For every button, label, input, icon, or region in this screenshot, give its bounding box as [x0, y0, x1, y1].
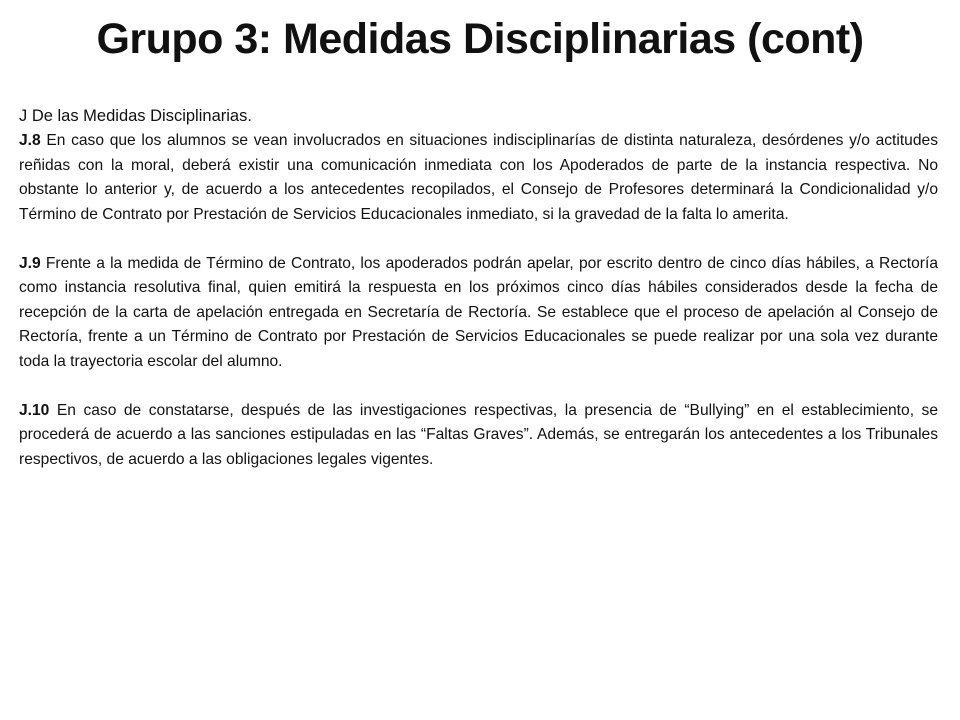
paragraph-j10 — [19, 399, 938, 473]
paragraph-j9 — [19, 252, 938, 375]
paragraph-number: J.10 — [19, 401, 50, 419]
paragraph-text: Frente a la medida de Término de Contrato, los apoderados podrán apelar, por escrito dentro de cinco días hábiles, a Rectoría como instancia resolutiva final, quien emitirá la respuesta en los próximos cinco días hábiles considerados desde la fecha de recepción de la carta de apelación entregada en Secretaría de Rectoría. Se establece que el proceso de apelación al Consejo de Rectoría, frente a un Término de Contrato por Prestación de Servicios Educacionales se puede realizar por una sola vez durante toda la trayectoria escolar del alumno. — [19, 254, 938, 370]
paragraph-number: J.8 — [19, 132, 41, 149]
section-heading: J De las Medidas Disciplinarias. — [19, 107, 252, 125]
paragraph-text: En caso de constatarse, después de las investigaciones respectivas, la presencia de “Bullying” en el establecimiento, se procederá de acuerdo a las sanciones estipuladas en las “Faltas Graves”. Además, se entregarán los antecedentes a los Tribunales respectivos, de acuerdo a las obligaciones legales vigentes. — [19, 401, 938, 468]
slide-body — [19, 104, 938, 497]
paragraph-number: J.9 — [19, 254, 41, 272]
slide-title: Grupo 3: Medidas Disciplinarias (cont) — [96, 15, 864, 63]
paragraph-j8 — [19, 129, 938, 227]
paragraph-text: En caso que los alumnos se vean involucrados en situaciones indisciplinarías de distinta naturaleza, desórdenes y/o actitudes reñidas con la moral, deberá existir una comunicación inmediata con los Apoderados de parte de la instancia respectiva. No obstante lo anterior y, de acuerdo a los antecedentes recopilados, el Consejo de Profesores determinará la Condicionalidad y/o Término de Contrato por Prestación de Servicios Educacionales inmediato, si la gravedad de la falta lo amerita. — [19, 132, 938, 223]
